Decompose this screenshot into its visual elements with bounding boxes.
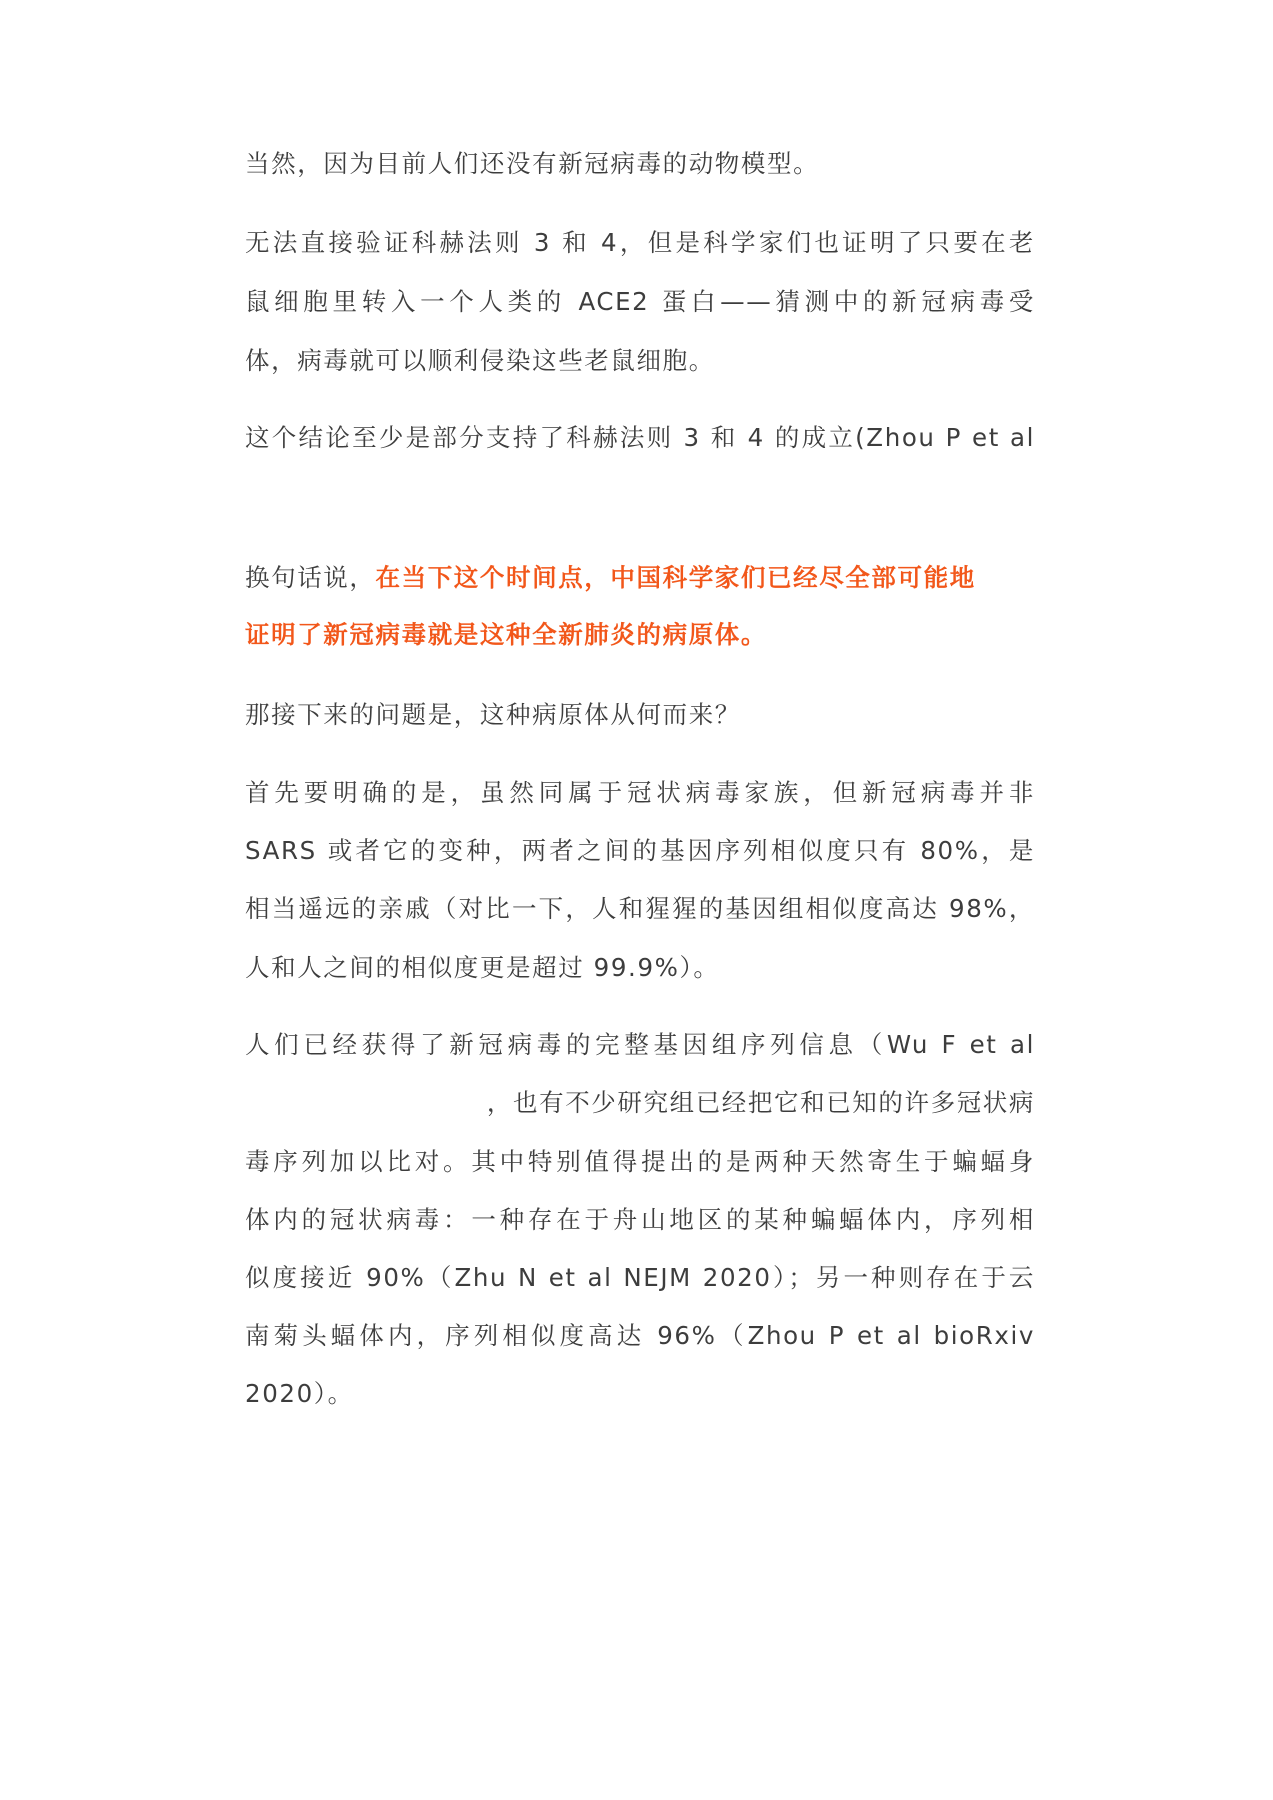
- paragraph-2-line-3: 体，病毒就可以顺利侵染这些老鼠细胞。: [245, 346, 715, 375]
- paragraph-2-line-1: 无法直接验证科赫法则 3 和 4，但是科学家们也证明了只要在老: [245, 228, 1035, 257]
- paragraph-7-line-6: 南菊头蝠体内，序列相似度高达 96%（Zhou P et al bioRxiv: [245, 1321, 1035, 1350]
- paragraph-7-line-7: 2020）。: [245, 1379, 354, 1408]
- paragraph-1-line-1: 当然，因为目前人们还没有新冠病毒的动物模型。: [245, 149, 820, 178]
- conclusion-highlight-part-1: 在当下这个时间点，中国科学家们已经尽全部可能地: [375, 563, 976, 592]
- paragraph-3-line-1: 这个结论至少是部分支持了科赫法则 3 和 4 的成立(Zhou P et al: [245, 423, 1035, 452]
- paragraph-5-line-1: 那接下来的问题是，这种病原体从何而来？: [245, 700, 741, 729]
- paragraph-6-line-4: 人和人之间的相似度更是超过 99.9%）。: [245, 953, 720, 982]
- paragraph-7-line-5: 似度接近 90%（Zhu N et al NEJM 2020）；另一种则存在于云: [245, 1263, 1035, 1292]
- paragraph-7-line-4: 体内的冠状病毒：一种存在于舟山地区的某种蝙蝠体内，序列相: [245, 1205, 1035, 1234]
- conclusion-highlight-part-2: 证明了新冠病毒就是这种全新肺炎的病原体。: [245, 620, 767, 649]
- paragraph-7-line-1: 人们已经获得了新冠病毒的完整基因组序列信息（Wu F et al: [245, 1030, 1035, 1059]
- paragraph-4-line-1: [245, 560, 1035, 596]
- paragraph-6-line-3: 相当遥远的亲戚（对比一下，人和猩猩的基因组相似度高达 98%，: [245, 894, 1035, 923]
- paragraph-6-line-2: SARS 或者它的变种，两者之间的基因序列相似度只有 80%，是: [245, 836, 1035, 865]
- paragraph-4-line-2: [245, 617, 1035, 653]
- paragraph-6-line-1: 首先要明确的是，虽然同属于冠状病毒家族，但新冠病毒并非: [245, 778, 1035, 807]
- paragraph-7-line-3: 毒序列加以比对。其中特别值得提出的是两种天然寄生于蝙蝠身: [245, 1147, 1035, 1176]
- paragraph-2-line-2: 鼠细胞里转入一个人类的 ACE2 蛋白——猜测中的新冠病毒受: [245, 287, 1035, 316]
- conclusion-lead-in: 换句话说，: [245, 563, 376, 592]
- paragraph-7-line-2: ，也有不少研究组已经把它和已知的许多冠状病: [486, 1088, 1035, 1117]
